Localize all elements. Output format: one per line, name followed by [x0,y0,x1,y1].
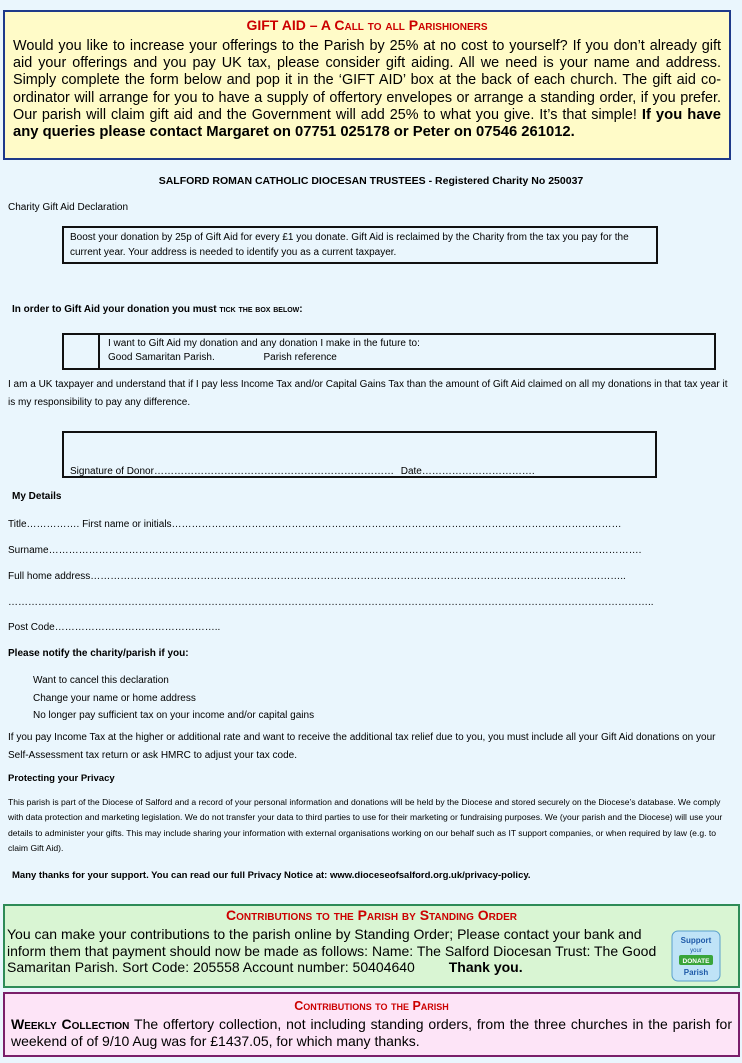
higher-rate-text: If you pay Income Tax at the higher or additional rate and want to receive the additional tax relief due to you, you must include all your Gift Aid donations on your Self-Assessment tax return or ask HMRC to adjust your tax code. [8,732,716,761]
standing-order-title: Contributions to the Parish by Standing Order [226,907,517,923]
want-line: I want to Gift Aid my donation and any donation I make in the future to: [108,338,420,349]
trustees-heading: SALFORD ROMAN CATHOLIC DIOCESAN TRUSTEES - Registered Charity No 250037 [158,175,584,187]
tick-instruction-text: In order to Gift Aid your donation you must [12,304,217,315]
privacy-heading: Protecting your Privacy [8,773,115,784]
address-field-line-2[interactable]: ………………………………………………………………………………………………………………………………………………………………………….. [8,597,654,608]
weekly-collection-text: The offertory collection, not including standing orders, from the three churches in the parish for weekend of of 9/10 Aug was for £1437.05, for which many thanks. [11,1016,732,1049]
standing-order-body [7,926,663,976]
boost-text: Boost your donation by 25p of Gift Aid for every £1 you donate. Gift Aid is reclaimed by the Charity from the tax you pay for the current year. Your address is needed to identify you as a current taxpayer. [70,232,629,258]
gift-aid-title-rest: – A Call to all Parishioners [305,17,488,33]
title-name-field[interactable]: Title……………. First name or initials……………………………………………………………………………………………………………………… [8,519,622,530]
gift-aid-body [5,38,729,141]
tick-instruction [12,304,303,315]
weekly-collection-label: Weekly Collection [11,1016,130,1032]
badge-your-text: your [690,948,702,954]
notify-heading: Please notify the charity/parish if you: [8,648,189,659]
surname-field[interactable]: Surname……………………………………………………………………………………………………………………………………………………………. [8,545,642,556]
postcode-field[interactable]: Post Code………………………………………….. [8,622,221,633]
boost-box [62,226,658,264]
declaration-label: Charity Gift Aid Declaration [8,202,129,213]
date-label: Date……………………………. [400,466,535,477]
taxpayer-statement: I am a UK taxpayer and understand that if I pay less Income Tax and/or Capital Gains Tax than the amount of Gift Aid claimed on all my donations in that tax year it is my responsibility to pay any difference. [8,379,728,408]
parish-reference: Parish reference [263,352,337,363]
gift-aid-title-main: GIFT AID [246,17,306,33]
standing-order-text: You can make your contributions to the parish online by Standing Order; Please contact your bank and inform them that payment should now be made as follows: Name: The Salford Diocesan Trust: The Good Samaritan Parish. Sort Code: 205558 Account number: 50404640 [7,926,657,975]
signature-line [70,466,535,477]
tick-declaration-box [62,333,716,370]
gift-aid-contact: If you have any queries please contact Margaret on 07751 025178 or Peter on 07546 261012. [13,106,722,141]
privacy-notice-thanks: Many thanks for your support. You can read our full Privacy Notice at: www.dioceseofsalford.org.uk/privacy-policy. [12,870,531,881]
gift-aid-appeal-box [3,10,731,160]
gift-aid-checkbox[interactable] [64,335,100,368]
gift-aid-body-text: Would you like to increase your offerings to the Parish by 25% at no cost to yourself? If you don’t already gift aid your offerings and you pay UK tax, please consider gift aiding. All we need is your name and address. Simply complete the form below and pop it in the ‘GIFT AID’ box at the back of each church. The gift aid co-ordinator will arrange for you to have a supply of offertory envelopes or arrange a standing order, if you prefer. Our parish will claim gift aid and the Government will add 25% to what you give. It’s that simple! [13,38,721,123]
address-field[interactable]: Full home address…………………………………………………………………………………………………………………………………………….. [8,571,626,582]
badge-donate-text: DONATE [682,958,710,965]
notify-item: Change your name or home address [33,692,196,704]
badge-top-text: Support [680,936,712,945]
signature-label: Signature of Donor……………………………………………………………… [70,466,394,477]
badge-bottom-text: Parish [683,968,709,977]
parish-line [108,351,420,365]
privacy-text: This parish is part of the Diocese of Salford and a record of your personal information and donations will be held by the Diocese and stored securely on the Diocese’s database. We comply with data protection and marketing legislation. We do not transfer your data to third parties to use for their marketing or fundraising purposes. We (your parish and the Diocese) will use your details to administer your gifts. This may include sharing your information with external organisations working on our behalf such as IT support companies, or when required by law (e.g. to claim Gift Aid). [8,797,723,853]
standing-order-thanks: Thank you. [448,959,523,975]
notify-item: No longer pay sufficient tax on your income and/or capital gains [33,710,315,721]
notify-list [33,672,314,725]
gift-aid-title [5,17,729,33]
weekly-collection-body [5,1013,738,1049]
standing-order-box [3,904,740,988]
weekly-collection-box [3,992,740,1057]
tick-instruction-sc: tick the box below: [219,304,303,315]
notify-item: Want to cancel this declaration [33,675,169,686]
signature-box[interactable] [62,431,657,478]
parish-name: Good Samaritan Parish. [108,352,215,363]
support-your-parish-donate-icon [671,930,721,982]
my-details-heading: My Details [12,491,62,502]
tick-declaration-text [108,337,420,365]
weekly-collection-title: Contributions to the Parish [294,999,449,1013]
